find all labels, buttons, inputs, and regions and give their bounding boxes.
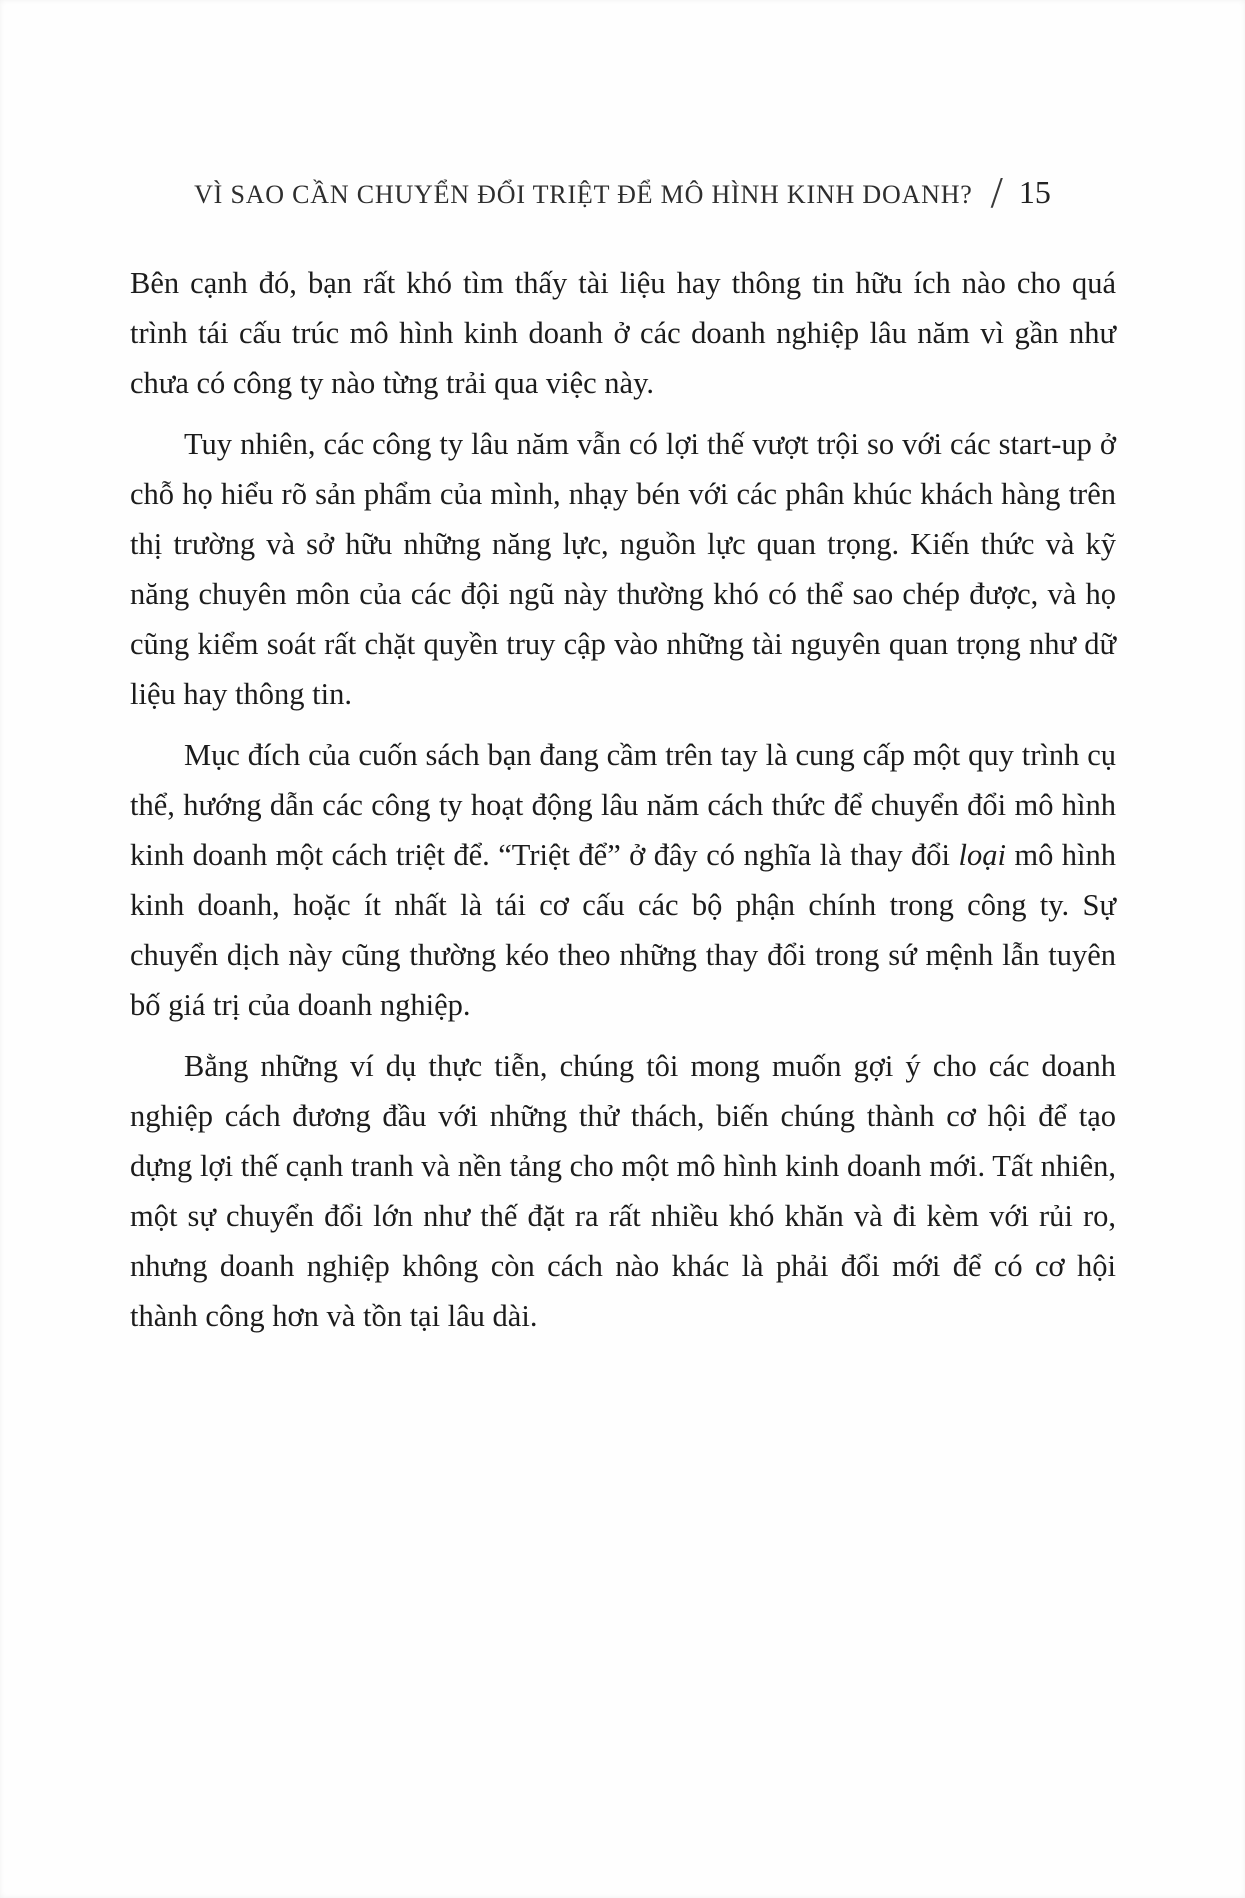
paragraph (130, 419, 1116, 719)
emphasized-text: loại (958, 838, 1006, 872)
page-number: 15 (1018, 174, 1051, 210)
paragraph (130, 730, 1116, 1030)
paragraph (130, 1041, 1116, 1341)
chapter-title: VÌ SAO CẦN CHUYỂN ĐỔI TRIỆT ĐỂ MÔ HÌNH KINH DOANH? (194, 180, 973, 209)
text-run: Bằng những ví dụ thực tiễn, chúng tôi mong muốn gợi ý cho các doanh nghiệp cách đương đầu với những thử thách, biến chúng thành cơ hội để tạo dựng lợi thế cạnh tranh và nền tảng cho một mô hình kinh doanh mới. Tất nhiên, một sự chuyển đổi lớn như thế đặt ra rất nhiều khó khăn và đi kèm với rủi ro, nhưng doanh nghiệp không còn cách nào khác là phải đổi mới để có cơ hội thành công hơn và tồn tại lâu dài. (130, 1049, 1116, 1333)
text-run: Tuy nhiên, các công ty lâu năm vẫn có lợi thế vượt trội so với các start-up ở chỗ họ hiểu rõ sản phẩm của mình, nhạy bén với các phân khúc khách hàng trên thị trường và sở hữu những năng lực, nguồn lực quan trọng. Kiến thức và kỹ năng chuyên môn của các đội ngũ này thường khó có thể sao chép được, và họ cũng kiểm soát rất chặt quyền truy cập vào những tài nguyên quan trọng như dữ liệu hay thông tin. (130, 427, 1116, 711)
header-slash-divider: / (990, 168, 1003, 217)
body-text (130, 258, 1116, 1352)
text-run: Mục đích của cuốn sách bạn đang cầm trên tay là cung cấp một quy trình cụ thể, hướng dẫn các công ty hoạt động lâu năm cách thức để chuyển đổi mô hình kinh doanh một cách triệt để. “Triệt để” ở đây có nghĩa là thay đổi (130, 738, 1116, 872)
paragraph (130, 258, 1116, 408)
text-run: Bên cạnh đó, bạn rất khó tìm thấy tài liệu hay thông tin hữu ích nào cho quá trình tái cấu trúc mô hình kinh doanh ở các doanh nghiệp lâu năm vì gần như chưa có công ty nào từng trải qua việc này. (130, 266, 1116, 400)
running-header (0, 163, 1245, 217)
text-run: mô hình kinh doanh, hoặc ít nhất là tái cơ cấu các bộ phận chính trong công ty. Sự chuyển dịch này cũng thường kéo theo những thay đổi trong sứ mệnh lẫn tuyên bố giá trị của doanh nghiệp. (130, 838, 1116, 1022)
